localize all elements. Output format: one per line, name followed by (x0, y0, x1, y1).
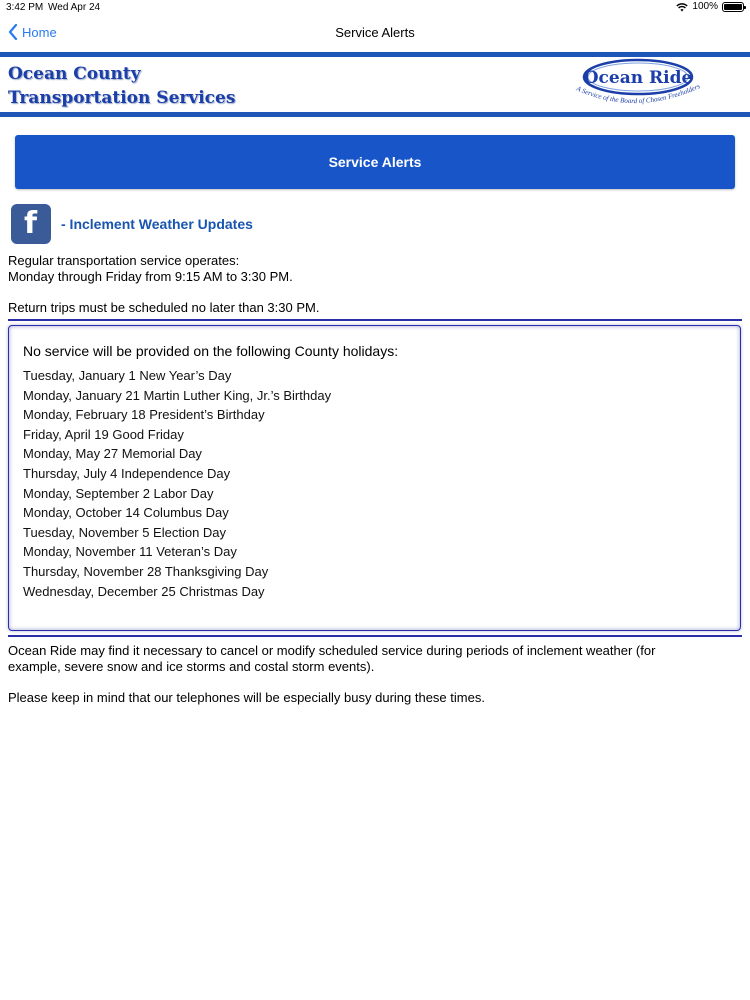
service-hours-line2: Monday through Friday from 9:15 AM to 3:30 PM. (8, 269, 293, 284)
holiday-item: Monday, November 11 Veteran’s Day (23, 544, 237, 560)
divider-bottom (8, 635, 742, 637)
holiday-item: Tuesday, January 1 New Year’s Day (23, 368, 232, 383)
weather-updates-link[interactable]: - Inclement Weather Updates (61, 216, 253, 232)
holiday-notice-box (8, 325, 741, 631)
banner-bottom-rule (0, 112, 750, 117)
battery-percent: 100% (692, 1, 718, 12)
navigation-bar (0, 16, 750, 52)
back-label: Home (22, 24, 57, 40)
header-banner (0, 52, 750, 118)
status-date: Wed Apr 24 (48, 2, 101, 13)
holiday-heading: No service will be provided on the following County holidays: (23, 343, 399, 359)
holiday-item: Thursday, July 4 Independence Day (23, 465, 231, 481)
return-trips-text: Return trips must be scheduled no later than 3:30 PM. (8, 300, 320, 315)
logo-tagline: A Service of the Board of Chosen Freeholders (575, 82, 702, 106)
holiday-item: Friday, April 19 Good Friday (23, 426, 184, 442)
holiday-item: Monday, February 18 President’s Birthday (23, 407, 265, 423)
holiday-item: Monday, October 14 Columbus Day (23, 505, 229, 521)
holiday-item: Monday, January 21 Martin Luther King, Jr.’s Birthday (23, 387, 332, 403)
phone-note-text: Please keep in mind that our telephones will be especially busy during these times. (8, 690, 485, 705)
status-right (676, 1, 744, 12)
holiday-item: Monday, May 27 Memorial Day (23, 446, 202, 462)
divider-top (8, 319, 742, 321)
battery-icon (722, 2, 744, 12)
weather-note-line2: example, severe snow and ice storms and costal storm events). (8, 659, 375, 674)
logo-title: Ocean Ride (583, 68, 693, 88)
weather-note-line1: Ocean Ride may find it necessary to cancel or modify scheduled service during periods of inclement weather (for (8, 643, 656, 658)
holiday-item: Thursday, November 28 Thanksgiving Day (23, 563, 269, 579)
facebook-weather-link[interactable] (11, 204, 253, 244)
holiday-item: Tuesday, November 5 Election Day (23, 524, 227, 540)
service-hours-line1: Regular transportation service operates: (8, 253, 240, 268)
wifi-icon (676, 2, 688, 12)
facebook-icon[interactable]: f (11, 204, 51, 244)
status-bar (0, 0, 750, 16)
weather-note-text (8, 643, 738, 675)
org-name-line1: Ocean County (8, 64, 141, 84)
holiday-list (23, 366, 331, 601)
holiday-item: Monday, September 2 Labor Day (23, 485, 214, 501)
service-hours-text (8, 253, 738, 285)
service-alerts-button[interactable]: Service Alerts (15, 135, 735, 189)
ocean-ride-logo (568, 56, 708, 114)
organization-name (8, 62, 235, 110)
holiday-item: Wednesday, December 25 Christmas Day (23, 583, 265, 599)
org-name-line2: Transportation Services (8, 88, 236, 108)
page-title: Service Alerts (335, 25, 415, 40)
status-time: 3:42 PM (6, 2, 44, 13)
